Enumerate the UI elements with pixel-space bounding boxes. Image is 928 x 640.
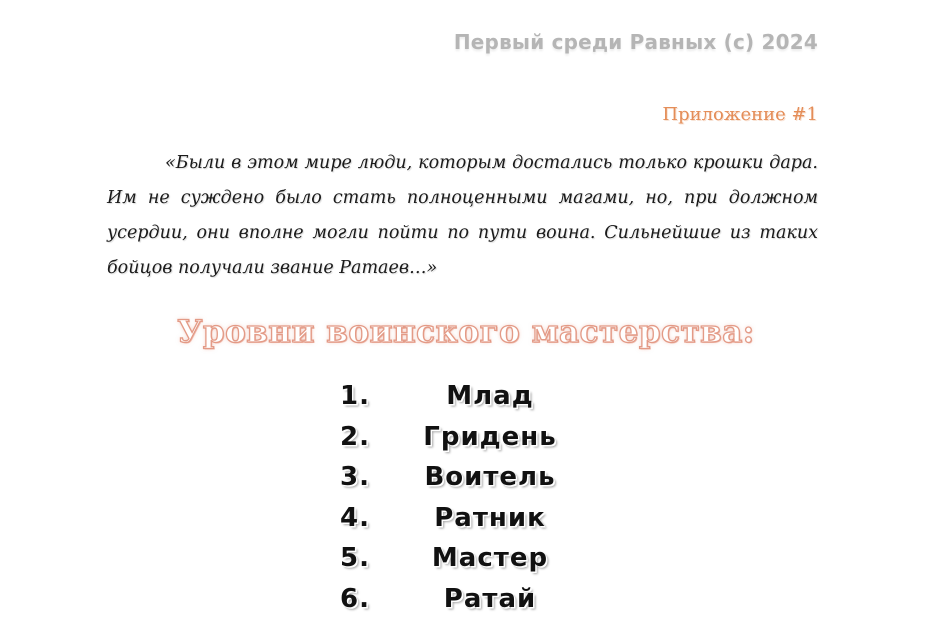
level-name: Млад <box>446 381 534 412</box>
appendix-label: Приложение #1 <box>662 104 818 125</box>
level-number: 4. <box>340 502 370 533</box>
level-item <box>330 498 610 539</box>
level-number: 5. <box>340 543 370 574</box>
level-number: 1. <box>340 381 370 412</box>
level-item <box>330 538 610 579</box>
level-name: Воитель <box>424 462 556 493</box>
epigraph-quote: «Были в этом мире люди, которым достались только крошки дара. Им не суждено было стать полноценными магами, но, при должном усердии, они вполне могли пойти по пути воина. Сильнейшие из таких бойцов получали звание Ратаев…» <box>107 153 818 278</box>
levels-title: Уровни воинского мастерства: <box>177 314 755 350</box>
levels-list <box>330 376 610 619</box>
level-item <box>330 376 610 417</box>
page-header: Первый среди Равных (с) 2024 <box>453 30 818 54</box>
level-name: Мастер <box>431 543 549 574</box>
level-item <box>330 417 610 458</box>
level-item <box>330 579 610 620</box>
level-name: Ратник <box>434 502 546 533</box>
level-item <box>330 457 610 498</box>
level-number: 2. <box>340 421 370 452</box>
level-number: 3. <box>340 462 370 493</box>
level-name: Гридень <box>423 421 557 452</box>
level-number: 6. <box>340 583 370 614</box>
level-name: Ратай <box>443 583 537 614</box>
